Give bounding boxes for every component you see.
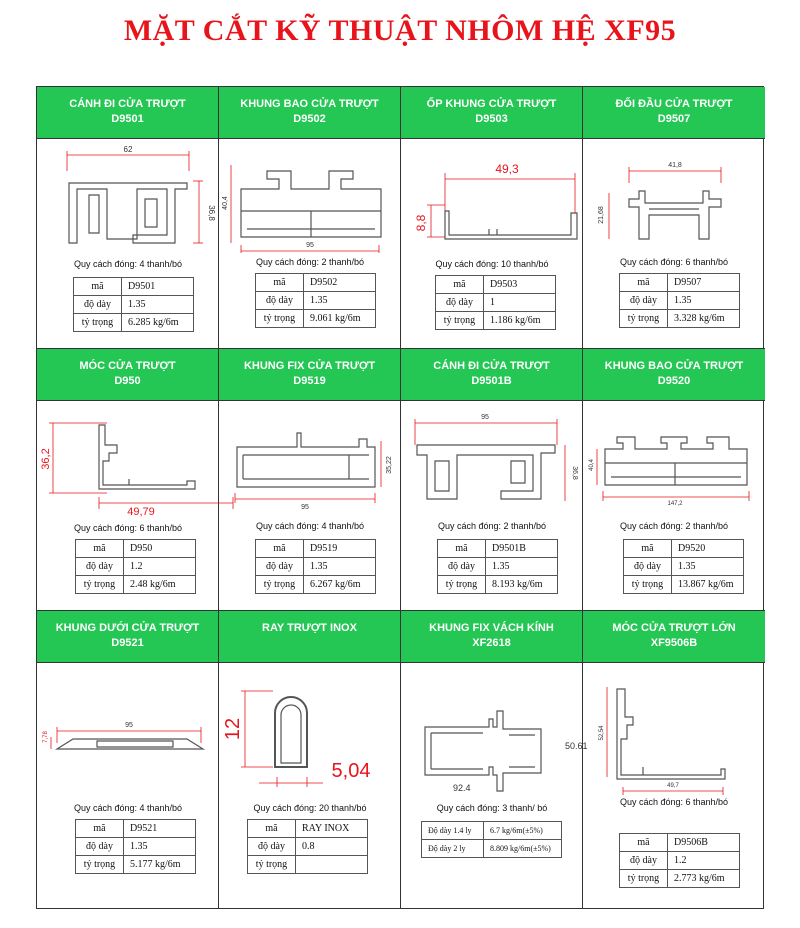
profile-card-d950 (37, 349, 219, 611)
spec-key: mã (248, 820, 296, 838)
spec-key: tỷ trọng (624, 576, 672, 594)
spec-value: 9.061 kg/6m (304, 310, 376, 328)
profile-code: XF2618 (472, 637, 511, 649)
spec-table (75, 539, 196, 594)
spec-table (421, 821, 562, 858)
card-header (219, 611, 400, 663)
table-row (422, 840, 562, 858)
spec-key: độ dày (624, 558, 672, 576)
spec-value: D9506B (668, 834, 740, 852)
table-row (438, 576, 558, 594)
profile-code: D9501B (471, 375, 512, 387)
dim-label: 35,22 (386, 456, 393, 474)
profile-code: D9502 (293, 113, 326, 125)
table-row (624, 540, 744, 558)
spec-value: 1.186 kg/6m (484, 312, 556, 330)
table-row (256, 292, 376, 310)
spec-table (73, 277, 194, 332)
spec-table (619, 833, 740, 888)
spec-value: D9501 (122, 278, 194, 296)
card-header (583, 349, 765, 401)
spec-key: độ dày (620, 292, 668, 310)
spec-value: 5.177 kg/6m (124, 856, 196, 874)
spec-table (255, 273, 376, 328)
table-row (620, 292, 740, 310)
profile-name: KHUNG DƯỚI CỬA TRƯỢT (55, 622, 200, 634)
table-row (76, 576, 196, 594)
spec-value: 1.35 (672, 558, 744, 576)
spec-key: tỷ trọng (74, 314, 122, 332)
packing-spec: Quy cách đóng: 2 thanh/bó (255, 257, 365, 267)
table-row (620, 834, 740, 852)
dim-label: 49,79 (127, 506, 155, 518)
table-row (256, 274, 376, 292)
spec-value: D9502 (304, 274, 376, 292)
spec-table (75, 819, 196, 874)
table-row (620, 870, 740, 888)
profile-name: KHUNG FIX CỬA TRƯỢT (243, 360, 376, 372)
table-row (248, 820, 368, 838)
spec-value: D9520 (672, 540, 744, 558)
profile-code: D9501 (111, 113, 144, 125)
table-row (438, 540, 558, 558)
spec-value: D9503 (484, 276, 556, 294)
spec-key: tỷ trọng (76, 856, 124, 874)
profile-code: D9507 (657, 113, 691, 125)
spec-value: 6.285 kg/6m (122, 314, 194, 332)
profile-name: KHUNG BAO CỬA TRƯỢT (240, 98, 379, 110)
packing-spec: Quy cách đóng: 6 thanh/bó (619, 257, 729, 267)
profile-name: MÓC CỬA TRƯỢT (79, 360, 176, 372)
card-header (37, 611, 218, 663)
table-row (624, 576, 744, 594)
dim-label: 40,4 (222, 196, 229, 210)
profile-card-d9521 (37, 611, 219, 908)
cross-section-drawing (37, 405, 219, 518)
profile-code: XF9506B (650, 637, 698, 649)
profile-name: RAY TRƯỢT INOX (262, 622, 357, 634)
spec-table (247, 819, 368, 874)
card-header (219, 87, 400, 139)
profile-name: CÁNH ĐI CỬA TRƯỢT (69, 98, 186, 110)
page-title: MẶT CẮT KỸ THUẬT NHÔM HỆ XF95 (123, 14, 677, 47)
cross-section-drawing (401, 667, 588, 807)
card-header (37, 349, 218, 401)
dim-label: 92.4 (453, 783, 471, 793)
spec-table (255, 539, 376, 594)
dim-label: 95 (306, 242, 314, 249)
spec-key: độ dày (74, 296, 122, 314)
table-row (248, 856, 368, 874)
table-row (74, 278, 194, 296)
table-row (76, 856, 196, 874)
spec-key: mã (256, 274, 304, 292)
spec-key: mã (74, 278, 122, 296)
profile-card-d9501b (401, 349, 583, 611)
spec-key: độ dày (256, 292, 304, 310)
spec-key: tỷ trọng (248, 856, 296, 874)
cross-section-drawing (583, 405, 765, 515)
spec-table (619, 273, 740, 328)
table-row (256, 540, 376, 558)
cross-section-drawing (219, 405, 401, 515)
profile-code: D9519 (293, 375, 326, 387)
profile-card-d9520 (583, 349, 765, 611)
cross-section-drawing (401, 405, 583, 515)
spec-value: 1.35 (668, 292, 740, 310)
dim-label: 95 (481, 414, 489, 421)
spec-table (437, 539, 558, 594)
card-header (401, 349, 582, 401)
spec-key: mã (76, 820, 124, 838)
profile-card-d9502 (219, 87, 401, 349)
cross-section-drawing (583, 667, 765, 807)
dim-label: 50.61 (565, 741, 588, 751)
spec-value: D9521 (124, 820, 196, 838)
spec-value: 2.773 kg/6m (668, 870, 740, 888)
spec-key: tỷ trọng (620, 310, 668, 328)
spec-table (623, 539, 744, 594)
spec-value: 1.35 (304, 558, 376, 576)
profile-card-xf9506b (583, 611, 765, 908)
table-row (76, 820, 196, 838)
cross-section-drawing (37, 143, 219, 253)
spec-key: Độ dày 2 ly (422, 840, 484, 858)
profile-card-d9501 (37, 87, 219, 349)
spec-key: độ dày (76, 838, 124, 856)
spec-key: tỷ trọng (76, 576, 124, 594)
spec-key: mã (438, 540, 486, 558)
dim-label: 5,04 (331, 760, 371, 782)
spec-key: Độ dày 1.4 ly (422, 822, 484, 840)
packing-spec: Quy cách đóng: 6 thanh/bó (73, 523, 183, 533)
table-row (624, 558, 744, 576)
card-header (583, 611, 765, 663)
profile-name: ỐP KHUNG CỬA TRƯỢT (426, 98, 557, 110)
profile-card-d9503 (401, 87, 583, 349)
dim-label: 95 (301, 504, 309, 511)
spec-key: tỷ trọng (256, 310, 304, 328)
packing-spec: Quy cách đóng: 2 thanh/bó (437, 521, 547, 531)
table-row (76, 558, 196, 576)
spec-key: tỷ trọng (620, 870, 668, 888)
dim-label: 49,7 (667, 783, 679, 789)
spec-key: mã (256, 540, 304, 558)
table-row (256, 576, 376, 594)
dim-label: 21,68 (598, 206, 605, 224)
spec-key: độ dày (620, 852, 668, 870)
profile-code: D9521 (111, 637, 144, 649)
packing-spec: Quy cách đóng: 4 thanh/bó (73, 803, 183, 813)
dim-label: 41,8 (668, 162, 682, 169)
profile-code: D950 (114, 375, 141, 387)
profile-code: D9520 (657, 375, 691, 387)
dim-label: 36,8 (207, 205, 216, 221)
spec-key: tỷ trọng (438, 576, 486, 594)
packing-spec: Quy cách đóng: 3 thanh/ bó (436, 803, 548, 813)
spec-value (296, 856, 368, 874)
spec-value: 1.2 (124, 558, 196, 576)
spec-value: D9501B (486, 540, 558, 558)
table-row (256, 310, 376, 328)
card-header (219, 349, 400, 401)
table-row (436, 276, 556, 294)
table-row (422, 822, 562, 840)
spec-key: mã (76, 540, 124, 558)
dim-label: 95 (125, 722, 133, 729)
dim-label: 7,78 (43, 731, 49, 743)
packing-spec: Quy cách đóng: 2 thanh/bó (619, 521, 729, 531)
spec-value: D9519 (304, 540, 376, 558)
card-header (401, 87, 582, 139)
profile-card-d9507 (583, 87, 765, 349)
spec-key: độ dày (256, 558, 304, 576)
spec-key: mã (624, 540, 672, 558)
spec-key: mã (620, 834, 668, 852)
table-row (74, 314, 194, 332)
profile-name: ĐỐI ĐẦU CỬA TRƯỢT (615, 98, 733, 110)
dim-label: 147,2 (667, 501, 683, 507)
profile-code: D9503 (475, 113, 508, 125)
cross-section-drawing (583, 143, 765, 253)
spec-key: độ dày (248, 838, 296, 856)
spec-key: mã (620, 274, 668, 292)
spec-value: 3.328 kg/6m (668, 310, 740, 328)
table-row (620, 852, 740, 870)
table-row (436, 294, 556, 312)
card-header (37, 87, 218, 139)
packing-spec: Quy cách đóng: 4 thanh/bó (73, 259, 183, 269)
spec-value: D950 (124, 540, 196, 558)
card-header (401, 611, 582, 663)
table-row (76, 540, 196, 558)
spec-value: 1.35 (304, 292, 376, 310)
dim-label: 62 (123, 145, 133, 154)
spec-value: 2.48 kg/6m (124, 576, 196, 594)
spec-value: 8.193 kg/6m (486, 576, 558, 594)
spec-value: 1.35 (486, 558, 558, 576)
spec-value: 13.867 kg/6m (672, 576, 744, 594)
dim-label: 40,4 (589, 459, 595, 471)
spec-value: 1.35 (122, 296, 194, 314)
packing-spec: Quy cách đóng: 4 thanh/bó (255, 521, 365, 531)
spec-table (435, 275, 556, 330)
spec-value: RAY INOX (296, 820, 368, 838)
spec-value: 0.8 (296, 838, 368, 856)
dim-label: 8,8 (414, 214, 428, 232)
spec-key: độ dày (436, 294, 484, 312)
cross-section-drawing (401, 143, 583, 253)
profile-card-xf2618 (401, 611, 588, 908)
spec-value: 6.267 kg/6m (304, 576, 376, 594)
dim-label: 12 (222, 717, 244, 741)
profile-card-d9519 (219, 349, 401, 611)
table-row (620, 274, 740, 292)
profile-card-ray-inox (219, 611, 401, 908)
packing-spec: Quy cách đóng: 10 thanh/bó (435, 259, 549, 269)
dim-label: 36,2 (40, 448, 52, 470)
profile-name: KHUNG BAO CỬA TRƯỢT (604, 360, 744, 372)
spec-key: độ dày (76, 558, 124, 576)
spec-value: 1.35 (124, 838, 196, 856)
cross-section-drawing (37, 667, 219, 807)
dim-label: 52,54 (599, 725, 605, 741)
packing-spec: Quy cách đóng: 6 thanh/bó (619, 797, 729, 807)
spec-value: 1 (484, 294, 556, 312)
table-row (248, 838, 368, 856)
spec-value: 8.809 kg/6m(±5%) (484, 840, 562, 858)
dim-label: 36,8 (571, 466, 578, 480)
table-row (74, 296, 194, 314)
profile-grid (36, 86, 764, 909)
table-row (76, 838, 196, 856)
spec-value: 1.2 (668, 852, 740, 870)
profile-name: CÁNH ĐI CỬA TRƯỢT (433, 360, 550, 372)
table-row (256, 558, 376, 576)
spec-key: độ dày (438, 558, 486, 576)
table-row (438, 558, 558, 576)
table-row (436, 312, 556, 330)
profile-name: KHUNG FIX VÁCH KÍNH (429, 622, 554, 634)
spec-value: 6.7 kg/6m(±5%) (484, 822, 562, 840)
card-header (583, 87, 765, 139)
cross-section-drawing (219, 667, 401, 807)
spec-key: mã (436, 276, 484, 294)
spec-value: D9507 (668, 274, 740, 292)
dim-label: 49,3 (495, 162, 519, 176)
packing-spec: Quy cách đóng: 20 thanh/bó (253, 803, 367, 813)
profile-name: MÓC CỬA TRƯỢT LỚN (612, 622, 736, 634)
table-row (620, 310, 740, 328)
cross-section-drawing (219, 143, 401, 253)
spec-key: tỷ trọng (436, 312, 484, 330)
spec-key: tỷ trọng (256, 576, 304, 594)
